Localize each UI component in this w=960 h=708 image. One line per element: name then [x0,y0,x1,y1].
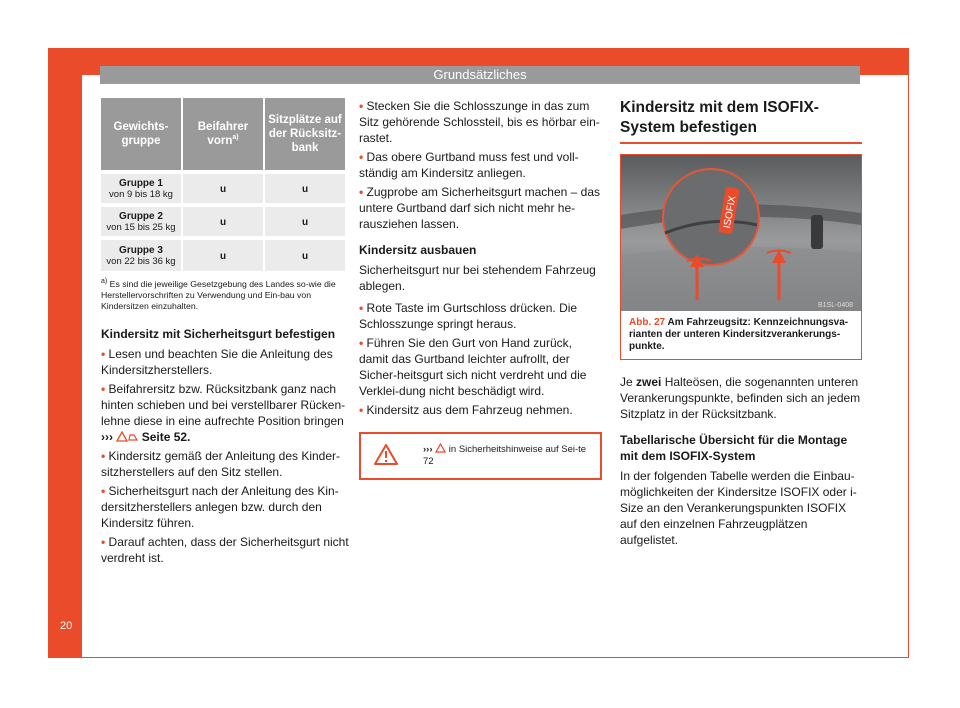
table-row: Gruppe 2 von 15 bis 25 kg u u [101,205,345,238]
page-number: 20 [60,620,73,632]
section-title: Kindersitz mit dem ISOFIX-System befestigen [620,99,819,136]
warning-box [359,432,602,480]
table-header: Sitzplätze auf der Rücksitz-bank [264,98,345,172]
list-item: • Das obere Gurtband muss fest und voll-ständig am Kindersitz anliegen. [359,150,579,180]
column-left [101,98,351,566]
column-right [620,98,862,548]
list-item: • Kindersitz aus dem Fahrzeug nehmen. [359,403,573,417]
child-seat-warning-icon [116,431,138,442]
figure-caption: Abb. 27 Am Fahrzeugsitz: Kennzeichnungsva-rianten der unteren Kindersitzverankerungs-punkte. [629,317,849,352]
paragraph: Sicherheitsgurt nur bei stehendem Fahrzeug ablegen. [359,263,596,293]
table-row: Gruppe 3 von 22 bis 36 kg u u [101,238,345,271]
section-heading: Kindersitz ausbauen [359,243,477,257]
list-item: • Darauf achten, dass der Sicherheitsgurt nicht verdreht ist. [101,535,349,565]
table-row: Gruppe 1 von 9 bis 18 kg u u [101,172,345,205]
image-code: B1SL-0408 [817,302,853,309]
column-middle [359,98,602,480]
paragraph: Je zwei Halteösen, die sogenannten unteren Verankerungspunkte, befinden sich an jedem Sitzplatz in der Rücksitzbank. [620,375,861,421]
list-item: • Kindersitz gemäß der Anleitung des Kinder-sitzherstellers auf den Sitz stellen. [101,449,341,479]
table-header: Beifahrer vorn$^{a)}$ [182,98,264,172]
figure-box [620,154,862,360]
list-item: • Beifahrersitz bzw. Rücksitzbank ganz nach hinten schieben und bei verstellbarer Rücken-lehne diese in eine aufrechte Position bringen ››› Seite 52. [101,382,346,444]
weight-group-table [101,98,345,271]
warning-triangle-icon [373,443,399,466]
table-header: Gewichts-gruppe [101,98,182,172]
list-item: • Zugprobe am Sicherheitsgurt machen – das untere Gurtband darf sich nicht mehr he-rausziehen lassen. [359,185,601,231]
section-header: Grundsätzliches [100,66,860,84]
list-item: • Stecken Sie die Schlosszunge in das zum Sitz gehörende Schlossteil, bis es hörbar ein-rastet. [359,99,600,145]
list-item: • Lesen und beachten Sie die Anleitung des Kindersitzherstellers. [101,347,333,377]
paragraph: In der folgenden Tabelle werden die Einbau-möglichkeiten der Kindersitze ISOFIX oder i-Size an den Verankerungspunkten ISOFIX auf den einzelnen Fahrzeugplätzen aufgelistet. [620,469,857,547]
warning-reference[interactable]: ››› in Sicherheitshinweise auf Sei-te 72 [423,444,587,467]
list-item: • Sicherheitsgurt nach der Anleitung des Kin-dersitzherstellers anlegen bzw. durch den Kindersitz führen. [101,484,339,530]
list-item: • Rote Taste im Gurtschloss drücken. Die Schlosszunge springt heraus. [359,301,578,331]
list-item: • Führen Sie den Gurt von Hand zurück, damit das Gurtband leichter aufrollt, der Sicher-heitsgurt sich nicht verdreht und die Verklei-dung nicht beschädigt wird. [359,336,587,398]
section-heading: Kindersitz mit Sicherheitsgurt befestigen [101,327,336,341]
section-heading: Tabellarische Übersicht für die Montage mit dem ISOFIX-System [620,433,848,463]
svg-text:ISOFIX: ISOFIX [721,195,739,230]
section-title-box [620,98,862,144]
table-footnote: $^{a)}$ Es sind die jeweilige Gesetzgebung des Landes so-wie die Herstellervorschriften zu Verwendung und Ein-bau von Kindersitzen einzuhalten. [101,278,336,311]
small-warning-icon [435,443,446,453]
isofix-seat-image [621,155,861,311]
page-reference-link[interactable]: Seite 52. [141,430,191,444]
